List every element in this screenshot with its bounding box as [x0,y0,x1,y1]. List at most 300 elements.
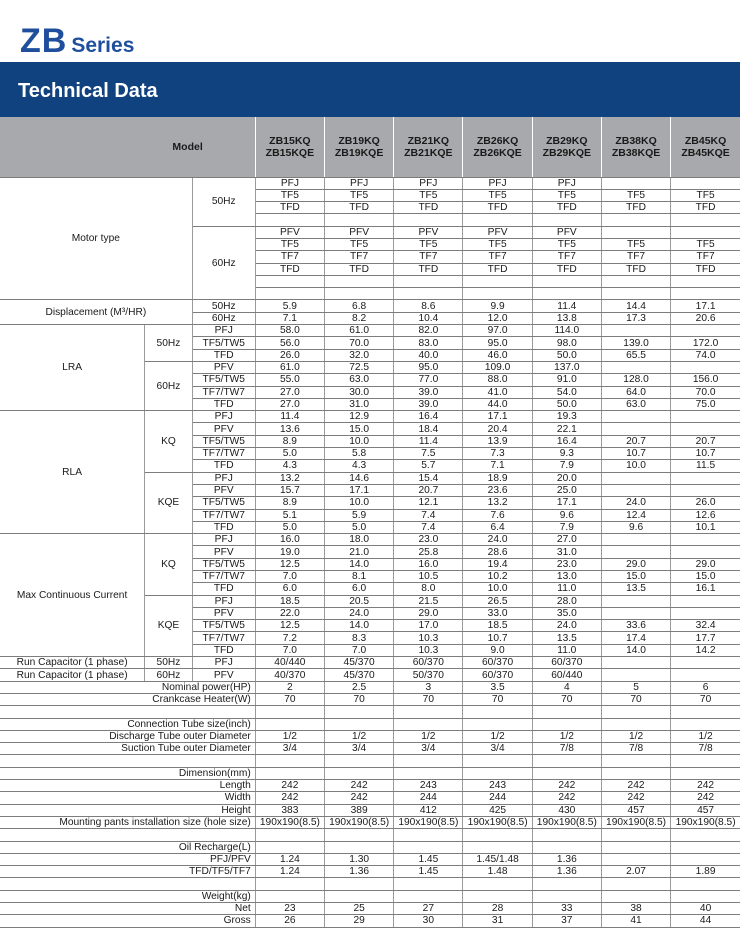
value-cell: 9.0 [463,644,532,656]
value-cell [601,853,670,865]
value-cell: 18.0 [325,534,394,546]
value-cell: 1.48 [463,866,532,878]
value-cell: 13.9 [463,435,532,447]
value-cell [255,755,324,767]
value-cell: 77.0 [394,374,463,386]
value-cell [325,890,394,902]
value-cell: 40.0 [394,349,463,361]
value-cell: 8.6 [394,300,463,312]
table-row [0,657,740,669]
value-cell: 14.0 [325,558,394,570]
value-cell: 72.5 [325,361,394,373]
value-cell [671,890,740,902]
motor-label: TFD [192,521,255,533]
motor-label: TF5/TW5 [192,620,255,632]
value-cell [601,829,670,841]
value-cell [671,755,740,767]
value-cell [671,214,740,226]
value-cell: TFD [671,202,740,214]
section-label: Run Capacitor (1 phase) [0,657,145,669]
value-cell: 4 [532,681,601,693]
value-cell: 243 [394,780,463,792]
value-cell: 26.0 [671,497,740,509]
group-label: 60Hz [145,669,193,681]
value-cell [255,275,324,287]
value-cell [601,423,670,435]
row-label: Gross [0,915,255,927]
motor-label: PFV [192,607,255,619]
value-cell [601,546,670,558]
value-cell: 24.0 [532,620,601,632]
value-cell: 5.0 [255,448,324,460]
value-cell: TF5 [463,238,532,250]
value-cell [671,325,740,337]
frequency-label: 60Hz [192,226,255,300]
value-cell: 242 [255,780,324,792]
value-cell [532,829,601,841]
value-cell: 6.0 [255,583,324,595]
value-cell: 242 [601,780,670,792]
value-cell: 114.0 [532,325,601,337]
value-cell: 56.0 [255,337,324,349]
value-cell: 2.5 [325,681,394,693]
row-label: Width [0,792,255,804]
value-cell: 28 [463,903,532,915]
value-cell: 20.6 [671,312,740,324]
value-cell [601,411,670,423]
value-cell: TFD [255,263,324,275]
value-cell [601,325,670,337]
value-cell: 3 [394,681,463,693]
model-name: ZB38KQE [611,146,661,159]
value-cell: TFD [532,202,601,214]
value-cell [463,288,532,300]
value-cell [463,755,532,767]
value-cell [255,841,324,853]
value-cell: TF5 [325,238,394,250]
frequency-label: 50Hz [192,300,255,312]
value-cell: 14.0 [601,644,670,656]
value-cell [255,829,324,841]
value-cell: 5.9 [325,509,394,521]
frequency-label: 50Hz [192,177,255,226]
value-cell: TFD [463,263,532,275]
motor-label: PFJ [192,472,255,484]
value-cell [463,706,532,718]
value-cell: 74.0 [671,349,740,361]
motor-label: PFJ [192,657,255,669]
value-cell: 82.0 [394,325,463,337]
table-row [0,325,740,337]
value-cell: 9.3 [532,448,601,460]
value-cell: TF7 [532,251,601,263]
value-cell: 5 [601,681,670,693]
value-cell: 70.0 [325,337,394,349]
value-cell [325,841,394,853]
value-cell [255,878,324,890]
value-cell: 172.0 [671,337,740,349]
value-cell: 75.0 [671,398,740,410]
value-cell: 7.9 [532,521,601,533]
value-cell: TFD [394,202,463,214]
value-cell: 23.0 [532,558,601,570]
motor-label: TFD [192,583,255,595]
value-cell [601,890,670,902]
value-cell: 19.4 [463,558,532,570]
value-cell [671,595,740,607]
table-row [0,534,740,546]
value-cell: 29.0 [671,558,740,570]
value-cell [394,288,463,300]
model-name: ZB19KQ [338,134,380,147]
value-cell: 14.2 [671,644,740,656]
technical-data-table [0,117,740,928]
value-cell: 16.0 [255,534,324,546]
value-cell: 44.0 [463,398,532,410]
value-cell [671,706,740,718]
value-cell [671,669,740,681]
value-cell [255,890,324,902]
value-cell: 10.0 [463,583,532,595]
value-cell [601,657,670,669]
value-cell: 7/8 [671,743,740,755]
value-cell: 17.7 [671,632,740,644]
value-cell [601,878,670,890]
value-cell: 1/2 [463,730,532,742]
motor-label: TF7/TW7 [192,632,255,644]
value-cell: 15.0 [601,571,670,583]
value-cell [325,878,394,890]
value-cell: 23.0 [394,534,463,546]
model-name: ZB15KQE [265,146,315,159]
value-cell: TF5 [255,238,324,250]
value-cell [532,755,601,767]
value-cell: 12.1 [394,497,463,509]
value-cell: 39.0 [394,398,463,410]
model-name: ZB19KQE [334,146,384,159]
table-row [0,681,740,693]
value-cell: 20.4 [463,423,532,435]
value-cell: 58.0 [255,325,324,337]
value-cell: 8.9 [255,435,324,447]
value-cell: 10.1 [671,521,740,533]
value-cell: 24.0 [463,534,532,546]
motor-label: PFJ [192,595,255,607]
row-label: Nominal power(HP) [0,681,255,693]
value-cell: 50.0 [532,349,601,361]
value-cell: 28.6 [463,546,532,558]
value-cell: 137.0 [532,361,601,373]
model-column-header [255,117,324,177]
value-cell: 7.4 [394,509,463,521]
table-row [0,890,740,902]
value-cell: 23.6 [463,484,532,496]
value-cell [325,275,394,287]
value-cell: 13.6 [255,423,324,435]
value-cell: 190x190(8.5) [463,816,532,828]
value-cell: 190x190(8.5) [394,816,463,828]
value-cell: 33.0 [463,607,532,619]
value-cell: 17.4 [601,632,670,644]
value-cell: 3/4 [394,743,463,755]
value-cell: 242 [325,780,394,792]
value-cell: TF7 [325,251,394,263]
value-cell: 16.1 [671,583,740,595]
group-label: KQE [145,595,193,656]
motor-label: TF5/TW5 [192,337,255,349]
value-cell: 10.7 [463,632,532,644]
motor-label: TF7/TW7 [192,448,255,460]
section-label: Run Capacitor (1 phase) [0,669,145,681]
value-cell: 16.4 [394,411,463,423]
motor-label: TF5/TW5 [192,497,255,509]
value-cell [671,534,740,546]
model-name: ZB45KQE [681,146,730,159]
value-cell: 54.0 [532,386,601,398]
value-cell: 61.0 [255,361,324,373]
value-cell: 425 [463,804,532,816]
value-cell: TF5 [671,238,740,250]
value-cell: 13.2 [463,497,532,509]
value-cell: 1.36 [532,866,601,878]
value-cell [532,214,601,226]
value-cell: 242 [325,792,394,804]
model-name: ZB29KQE [542,146,592,159]
value-cell: 1/2 [255,730,324,742]
value-cell: 16.4 [532,435,601,447]
motor-label: PFV [192,546,255,558]
value-cell: 13.5 [601,583,670,595]
value-cell: 70 [532,693,601,705]
value-cell: 242 [532,792,601,804]
value-cell [671,288,740,300]
value-cell [532,275,601,287]
model-column-header [532,117,601,177]
value-cell: 10.0 [601,460,670,472]
value-cell: 109.0 [463,361,532,373]
value-cell [325,767,394,779]
value-cell: 242 [671,792,740,804]
value-cell: 70 [463,693,532,705]
table-row [0,866,740,878]
value-cell: 10.3 [394,644,463,656]
value-cell [394,706,463,718]
frequency-label: 60Hz [192,312,255,324]
value-cell: 14.0 [325,620,394,632]
table-row [0,730,740,742]
table-row [0,792,740,804]
table-row [0,411,740,423]
value-cell: 11.0 [532,583,601,595]
value-cell: 12.0 [463,312,532,324]
value-cell [671,829,740,841]
value-cell: 63.0 [601,398,670,410]
value-cell: 12.5 [255,620,324,632]
row-label: Discharge Tube outer Diameter [0,730,255,742]
value-cell: 6.4 [463,521,532,533]
value-cell: 26.5 [463,595,532,607]
value-cell: PFJ [463,177,532,189]
value-cell: 190x190(8.5) [325,816,394,828]
value-cell: 27.0 [255,386,324,398]
section-banner: Technical Data [0,62,740,117]
value-cell [532,706,601,718]
value-cell [671,423,740,435]
value-cell [671,767,740,779]
value-cell [671,657,740,669]
value-cell [601,767,670,779]
value-cell: 7.1 [255,312,324,324]
value-cell: 18.5 [463,620,532,632]
value-cell [532,288,601,300]
value-cell: 20.7 [671,435,740,447]
value-cell: TFD [463,202,532,214]
table-row [0,177,740,189]
value-cell: 190x190(8.5) [532,816,601,828]
value-cell: 1.36 [325,866,394,878]
value-cell: 20.7 [394,484,463,496]
value-cell: 40 [671,903,740,915]
value-cell: 25.0 [532,484,601,496]
value-cell [532,841,601,853]
table-row [0,829,740,841]
value-cell [671,878,740,890]
value-cell: 27 [394,903,463,915]
value-cell: 21.5 [394,595,463,607]
value-cell: 7/8 [532,743,601,755]
value-cell [601,484,670,496]
group-label: 60Hz [145,361,193,410]
value-cell: 8.0 [394,583,463,595]
value-cell: PFV [255,226,324,238]
value-cell [671,841,740,853]
value-cell: TFD [601,202,670,214]
value-cell: TF5 [671,189,740,201]
group-label: KQ [145,411,193,472]
motor-label: PFV [192,669,255,681]
value-cell [532,890,601,902]
row-label: Dimension(mm) [0,767,255,779]
value-cell: 25.8 [394,546,463,558]
value-cell: 8.2 [325,312,394,324]
value-cell: 95.0 [463,337,532,349]
value-cell: 40/370 [255,669,324,681]
value-cell [671,411,740,423]
value-cell: 242 [532,780,601,792]
value-cell: TFD [325,202,394,214]
motor-label: TF7/TW7 [192,509,255,521]
value-cell [325,718,394,730]
value-cell: 3/4 [325,743,394,755]
row-label [0,878,255,890]
value-cell: 70 [255,693,324,705]
row-label: Connection Tube size(inch) [0,718,255,730]
table-row [0,878,740,890]
value-cell [394,718,463,730]
value-cell [671,275,740,287]
table-row [0,853,740,865]
value-cell [601,177,670,189]
value-cell [601,361,670,373]
value-cell [601,755,670,767]
model-column-header [671,117,740,177]
value-cell [255,718,324,730]
value-cell [325,755,394,767]
value-cell: 1.45/1.48 [463,853,532,865]
value-cell: 18.9 [463,472,532,484]
table-row [0,743,740,755]
value-cell [601,718,670,730]
value-cell: 7.2 [255,632,324,644]
value-cell: 10.7 [601,448,670,460]
value-cell: 7.1 [463,460,532,472]
value-cell: 50/370 [394,669,463,681]
value-cell: 13.0 [532,571,601,583]
value-cell [463,767,532,779]
value-cell: PFJ [532,177,601,189]
value-cell: TF7 [255,251,324,263]
value-cell: 14.6 [325,472,394,484]
row-label: Suction Tube outer Diameter [0,743,255,755]
row-label: PFJ/PFV [0,853,255,865]
value-cell: TF5 [601,189,670,201]
value-cell: 29.0 [601,558,670,570]
value-cell: 16.0 [394,558,463,570]
motor-label: TFD [192,460,255,472]
value-cell: TFD [325,263,394,275]
value-cell: 9.6 [532,509,601,521]
value-cell: 38 [601,903,670,915]
value-cell [325,829,394,841]
value-cell [255,706,324,718]
value-cell [255,214,324,226]
value-cell [601,288,670,300]
row-label [0,755,255,767]
brand-heading [0,0,740,62]
value-cell: 10.5 [394,571,463,583]
value-cell: 20.0 [532,472,601,484]
table-row [0,903,740,915]
value-cell: 70 [325,693,394,705]
value-cell: 2 [255,681,324,693]
value-cell: 60/370 [532,657,601,669]
value-cell [325,288,394,300]
value-cell: 7.6 [463,509,532,521]
value-cell: 29.0 [394,607,463,619]
value-cell: TF7 [671,251,740,263]
value-cell: 11.0 [532,644,601,656]
motor-label: TF7/TW7 [192,386,255,398]
value-cell [463,214,532,226]
value-cell: 20.5 [325,595,394,607]
value-cell: 12.5 [255,558,324,570]
value-cell: 1/2 [325,730,394,742]
value-cell: 242 [671,780,740,792]
value-cell: 44 [671,915,740,927]
value-cell: 24.0 [325,607,394,619]
value-cell [601,275,670,287]
row-label [0,706,255,718]
value-cell [671,177,740,189]
value-cell: 17.0 [394,620,463,632]
value-cell: PFJ [394,177,463,189]
value-cell: 60/370 [394,657,463,669]
value-cell: 1.30 [325,853,394,865]
value-cell [671,226,740,238]
value-cell: 10.3 [394,632,463,644]
value-cell: 1.24 [255,853,324,865]
value-cell: 3.5 [463,681,532,693]
